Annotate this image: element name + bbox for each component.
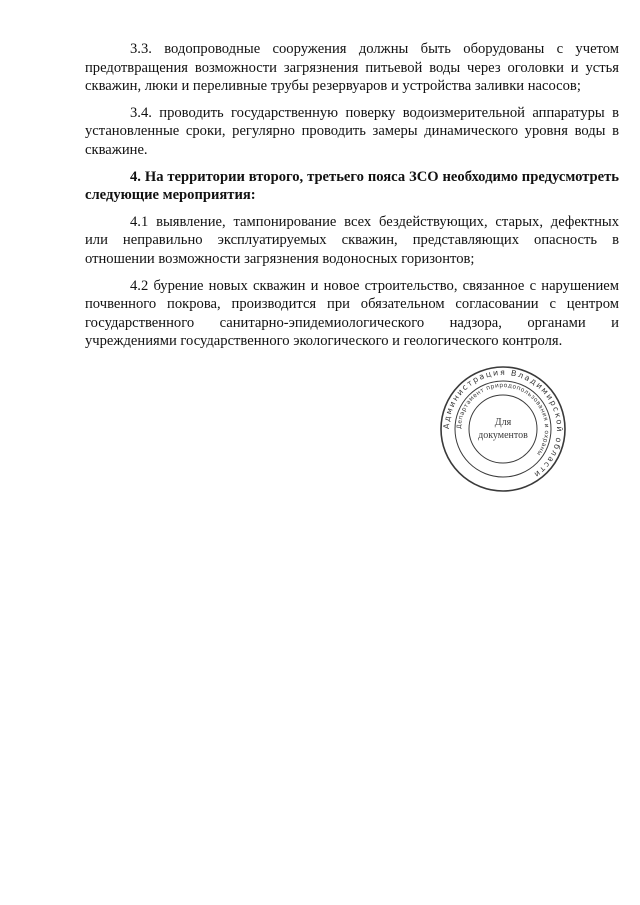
paragraph-3-4: 3.4. проводить государственную поверку водоизмерительной аппаратуры в установленные сроки, регулярно проводить замеры динамического уровня воды в скважине.: [85, 104, 619, 158]
paragraph-4-2: 4.2 бурение новых скважин и новое строительство, связанное с нарушением почвенного покрова, производится при обязательном согласовании с центром государственного санитарно-эпидемиологического надзора, органами и учреждениями государственного экологического и геологического контроля.: [85, 277, 619, 350]
stamp-center-line1: Для: [494, 417, 512, 428]
paragraph-4-heading: 4. На территории второго, третьего пояса ЗСО необходимо предусмотреть следующие мероприятия:: [85, 168, 619, 204]
stamp-center-line2: документов: [478, 430, 528, 441]
document-body: [85, 40, 619, 359]
paragraph-4-1: 4.1 выявление, тампонирование всех бездействующих, старых, дефектных или неправильно эксплуатируемых скважин, представляющих опасность в отношении возможности загрязнения водоносных горизонтов;: [85, 213, 619, 267]
stamp-inner-text: Департамент природопользования и охраны: [455, 381, 551, 458]
official-seal-stamp: [438, 364, 568, 494]
stamp-outer-text: Администрация Владимирской области: [441, 367, 565, 480]
stamp-inner-ring: [469, 395, 537, 463]
paragraph-3-3: 3.3. водопроводные сооружения должны быть оборудованы с учетом предотвращения возможности загрязнения питьевой воды через оголовки и устья скважин, люки и переливные трубы резервуаров и устройства заливки насосов;: [85, 41, 619, 95]
